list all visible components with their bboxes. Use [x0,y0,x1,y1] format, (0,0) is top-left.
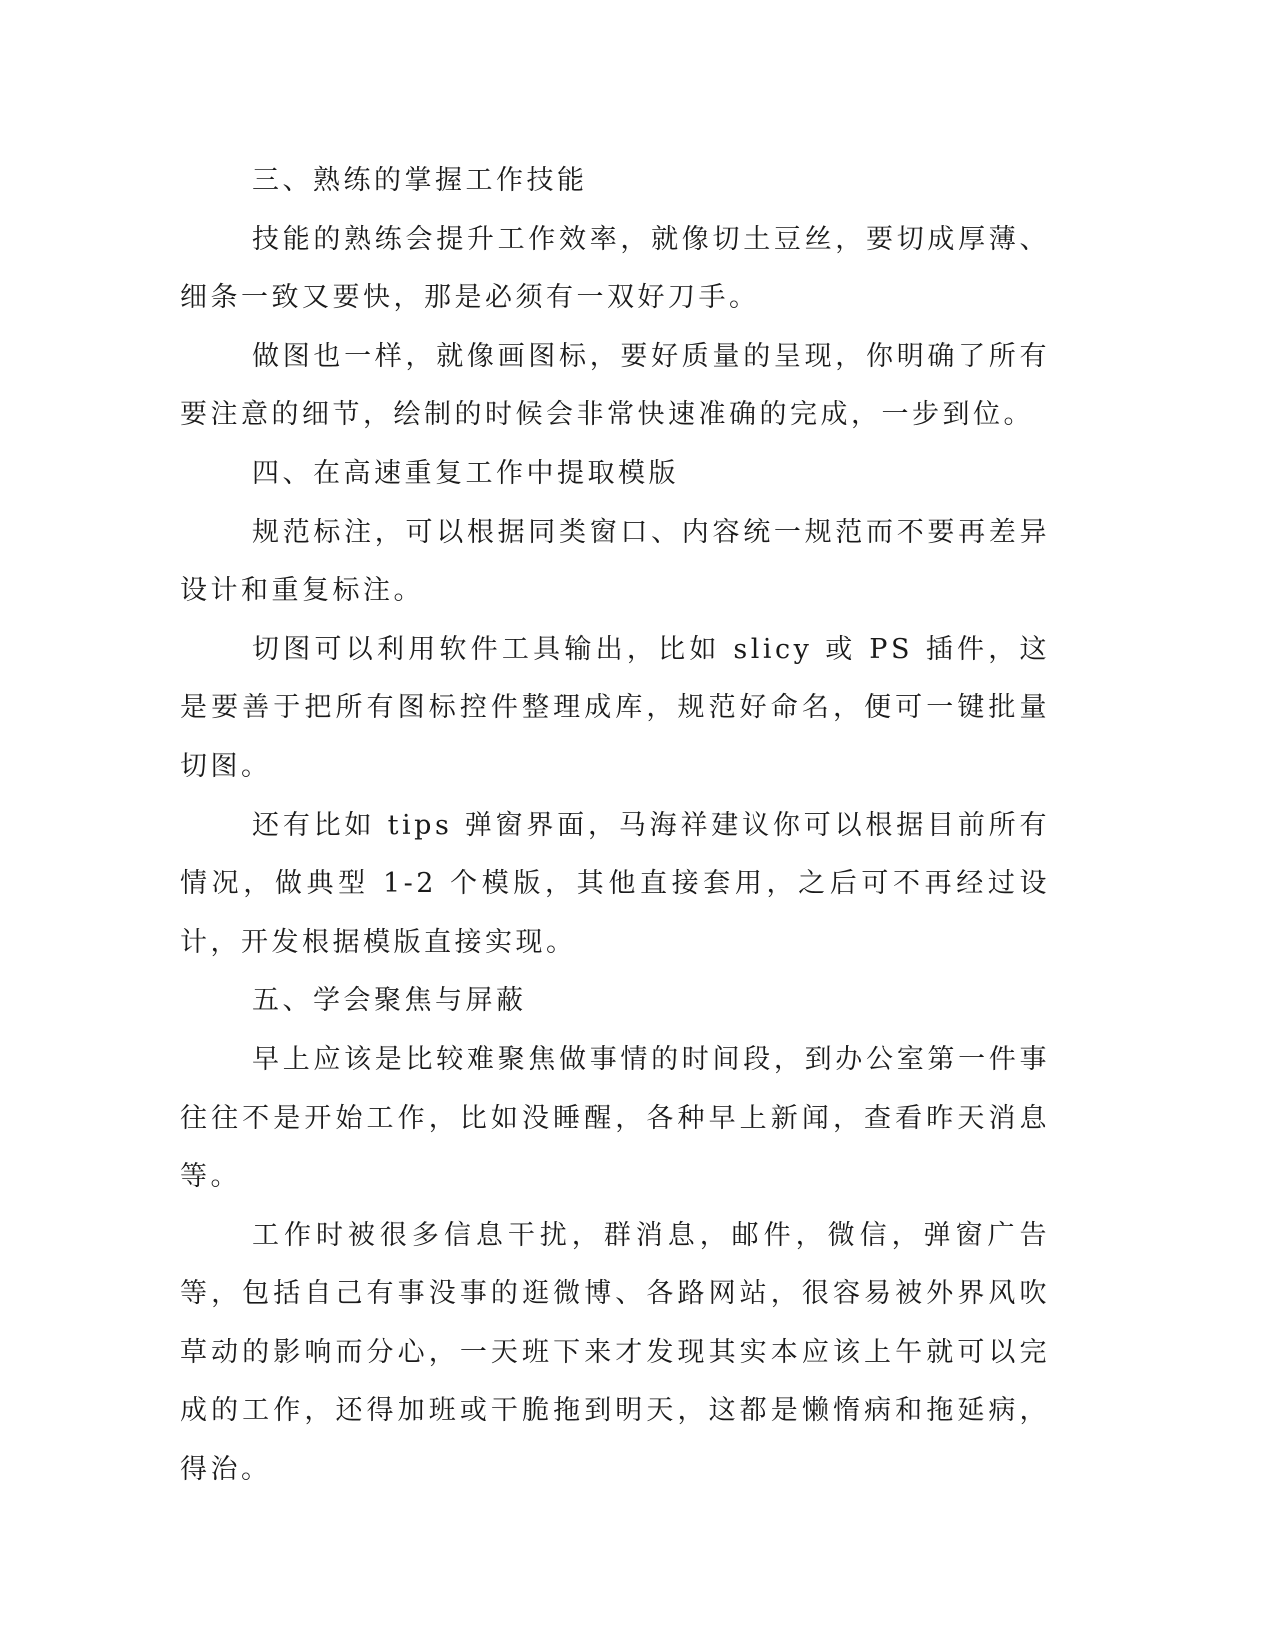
paragraph: 切图可以利用软件工具输出，比如 slicy 或 PS 插件，这是要善于把所有图标控件整理成库，规范好命名，便可一键批量切图。 [180,633,1050,782]
paragraph: 早上应该是比较难聚焦做事情的时间段，到办公室第一件事往往不是开始工作，比如没睡醒，各种早上新闻，查看昨天消息等。 [180,1043,1050,1193]
section-heading-4: 四、在高速重复工作中提取模版 [252,457,679,489]
paragraph: 还有比如 tips 弹窗界面，马海祥建议你可以根据目前所有情况，做典型 1-2 个模版，其他直接套用，之后可不再经过设计，开发根据模版直接实现。 [180,809,1050,958]
paragraph: 技能的熟练会提升工作效率，就像切土豆丝，要切成厚薄、细条一致又要快，那是必须有一双好刀手。 [180,223,1050,314]
paragraph: 规范标注，可以根据同类窗口、内容统一规范而不要再差异设计和重复标注。 [180,516,1050,607]
document-body [180,152,1050,1500]
section-heading-5: 五、学会聚焦与屏蔽 [252,985,527,1017]
section-heading-3: 三、熟练的掌握工作技能 [252,165,588,196]
paragraph: 做图也一样，就像画图标，要好质量的呈现，你明确了所有要注意的细节，绘制的时候会非常快速准确的完成，一步到位。 [180,340,1050,431]
paragraph: 工作时被很多信息干扰，群消息，邮件，微信，弹窗广告等，包括自己有事没事的逛微博、各路网站，很容易被外界风吹草动的影响而分心，一天班下来才发现其实本应该上午就可以完成的工作，还得加班或干脆拖到明天，这都是懒惰病和拖延病，得治。 [180,1219,1050,1486]
